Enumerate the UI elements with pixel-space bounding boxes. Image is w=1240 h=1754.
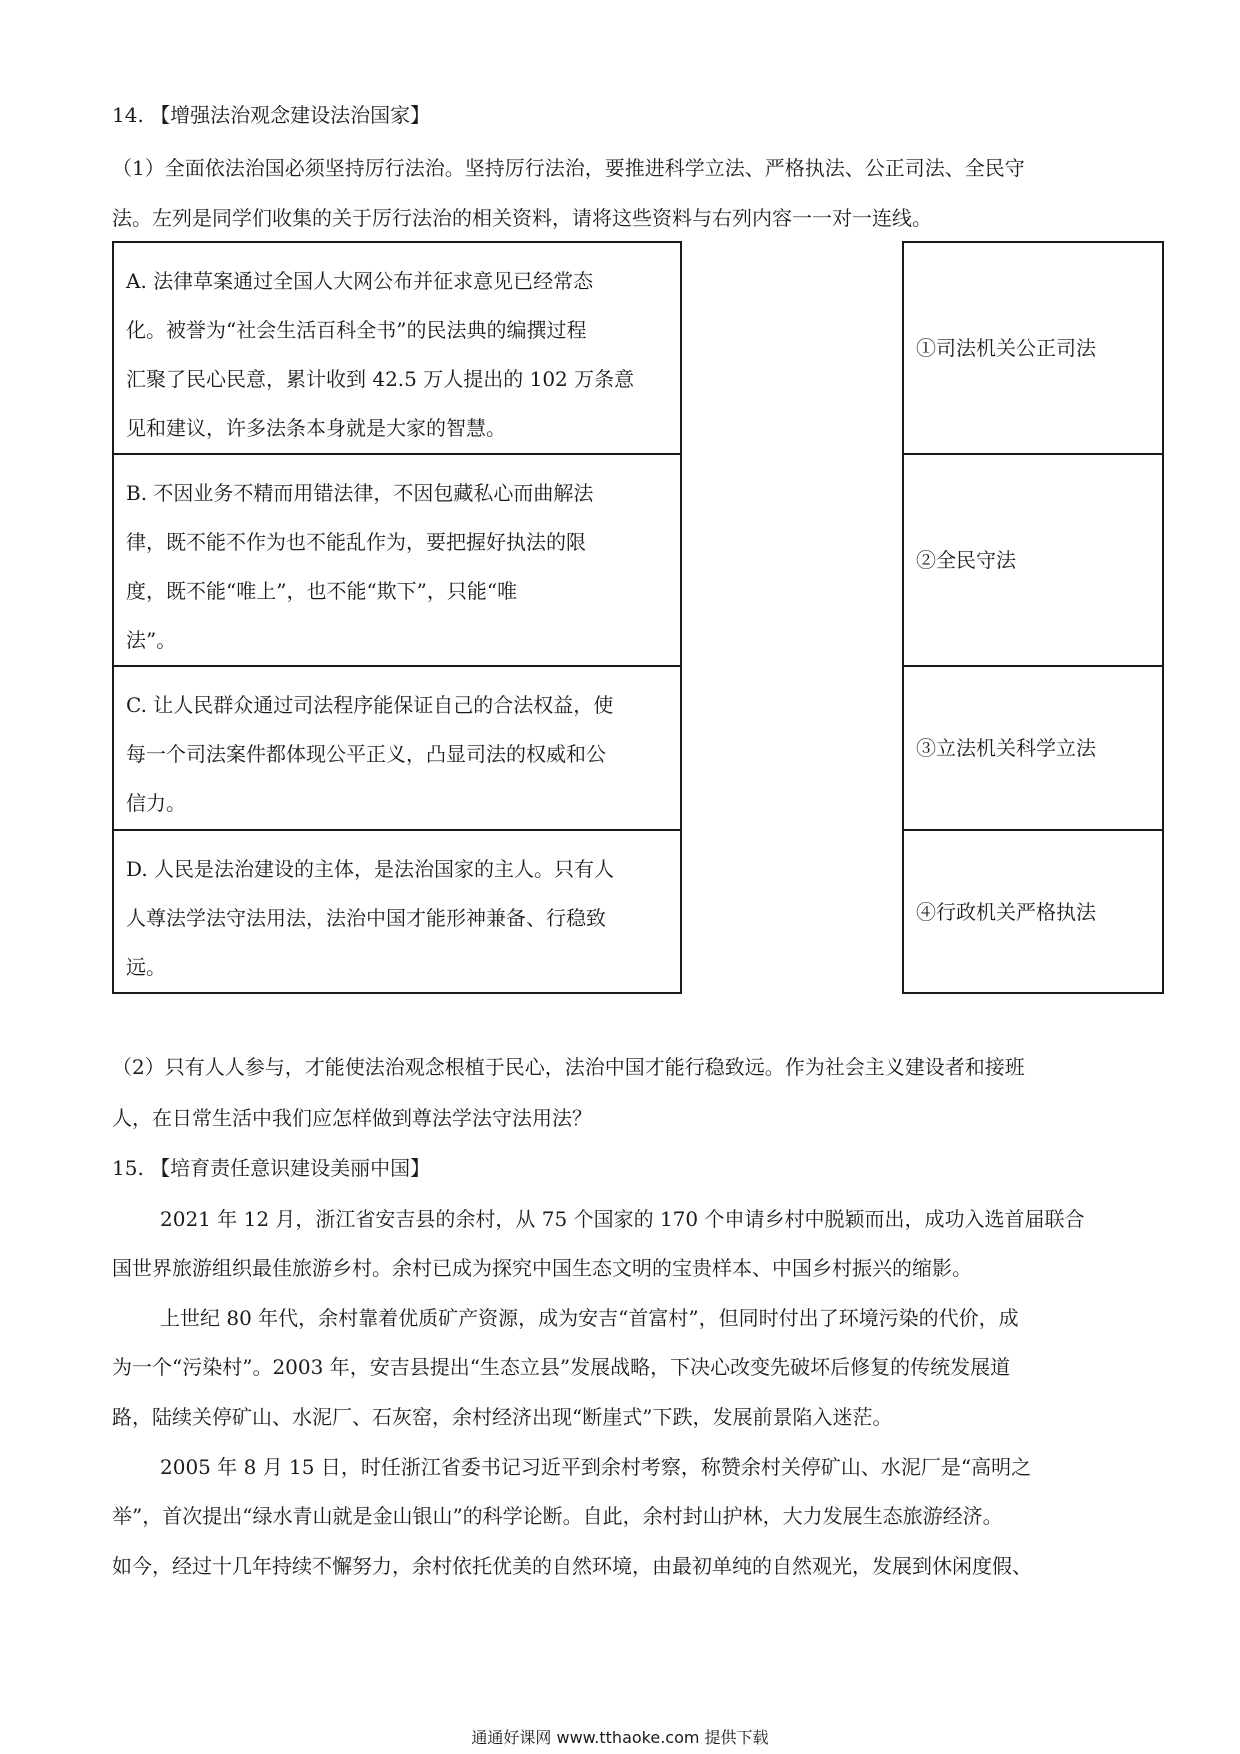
material-box-a [112, 241, 682, 455]
option-3-text: ③立法机关科学立法 [916, 736, 1096, 760]
q14-part2-line-2: 人，在日常生活中我们应怎样做到尊法学法守法用法？ [112, 1106, 592, 1130]
material-d-text: D. 人民是法治建设的主体，是法治国家的主人。只有人 人尊法学法守法用法，法治中国才能形神兼备、行稳致 远。 [126, 857, 615, 979]
q15-para1-line-2: 国世界旅游组织最佳旅游乡村。余村已成为探究中国生态文明的宝贵样本、中国乡村振兴的缩影。 [112, 1256, 972, 1280]
page-footer: 通通好课网 www.tthaoke.com 提供下载 [471, 1728, 769, 1747]
option-box-3 [902, 665, 1164, 831]
option-box-2 [902, 453, 1164, 667]
q15-para2-line-2: 为一个“污染村”。2003 年，安吉县提出“生态立县”发展战略，下决心改变先破坏后修复的传统发展道 [112, 1355, 1011, 1379]
q14-part1-line-2: 法。左列是同学们收集的关于厉行法治的相关资料，请将这些资料与右列内容一一对一连线。 [112, 206, 932, 230]
material-b-text: B. 不因业务不精而用错法律，不因包藏私心而曲解法 律，既不能不作为也不能乱作为，要把握好执法的限 度，既不能“唯上”，也不能“欺下”，只能“唯 法”。 [126, 481, 594, 652]
option-box-1 [902, 241, 1164, 455]
q15-para2-line-1: 上世纪 80 年代，余村靠着优质矿产资源，成为安吉“首富村”，但同时付出了环境污染的代价，成 [160, 1306, 1019, 1330]
q15-para1-line-1: 2021 年 12 月，浙江省安吉县的余村，从 75 个国家的 170 个申请乡村中脱颖而出，成功入选首届联合 [160, 1207, 1085, 1231]
q14-part1-line-1: （1）全面依法治国必须坚持厉行法治。坚持厉行法治，要推进科学立法、严格执法、公正司法、全民守 [112, 156, 1025, 180]
q15-para3-line-2: 举”，首次提出“绿水青山就是金山银山”的科学论断。自此，余村封山护林，大力发展生态旅游经济。 [112, 1504, 1003, 1528]
option-box-4 [902, 829, 1164, 994]
q14-part2-line-1: （2）只有人人参与，才能使法治观念根植于民心，法治中国才能行稳致远。作为社会主义建设者和接班 [112, 1055, 1025, 1079]
option-2-text: ②全民守法 [916, 548, 1016, 572]
q15-heading: 15. 【培育责任意识建设美丽中国】 [112, 1156, 431, 1180]
q14-heading: 14. 【增强法治观念建设法治国家】 [112, 103, 431, 127]
q15-para2-line-3: 路，陆续关停矿山、水泥厂、石灰窑，余村经济出现“断崖式”下跌，发展前景陷入迷茫。 [112, 1405, 893, 1429]
material-box-b [112, 453, 682, 667]
material-c-text: C. 让人民群众通过司法程序能保证自己的合法权益，使 每一个司法案件都体现公平正义，凸显司法的权威和公 信力。 [126, 693, 614, 815]
option-1-text: ①司法机关公正司法 [916, 336, 1096, 360]
material-box-d [112, 829, 682, 994]
material-box-c [112, 665, 682, 831]
q15-para3-line-3: 如今，经过十几年持续不懈努力，余村依托优美的自然环境，由最初单纯的自然观光，发展到休闲度假、 [112, 1554, 1032, 1578]
q15-para3-line-1: 2005 年 8 月 15 日，时任浙江省委书记习近平到余村考察，称赞余村关停矿山、水泥厂是“高明之 [160, 1455, 1032, 1479]
material-a-text: A. 法律草案通过全国人大网公布并征求意见已经常态 化。被誉为“社会生活百科全书”的民法典的编撰过程 汇聚了民心民意，累计收到 42.5 万人提出的 102 万条意 见和建议，许多法条本身就是大家的智慧。 [126, 269, 635, 440]
option-4-text: ④行政机关严格执法 [916, 899, 1096, 924]
